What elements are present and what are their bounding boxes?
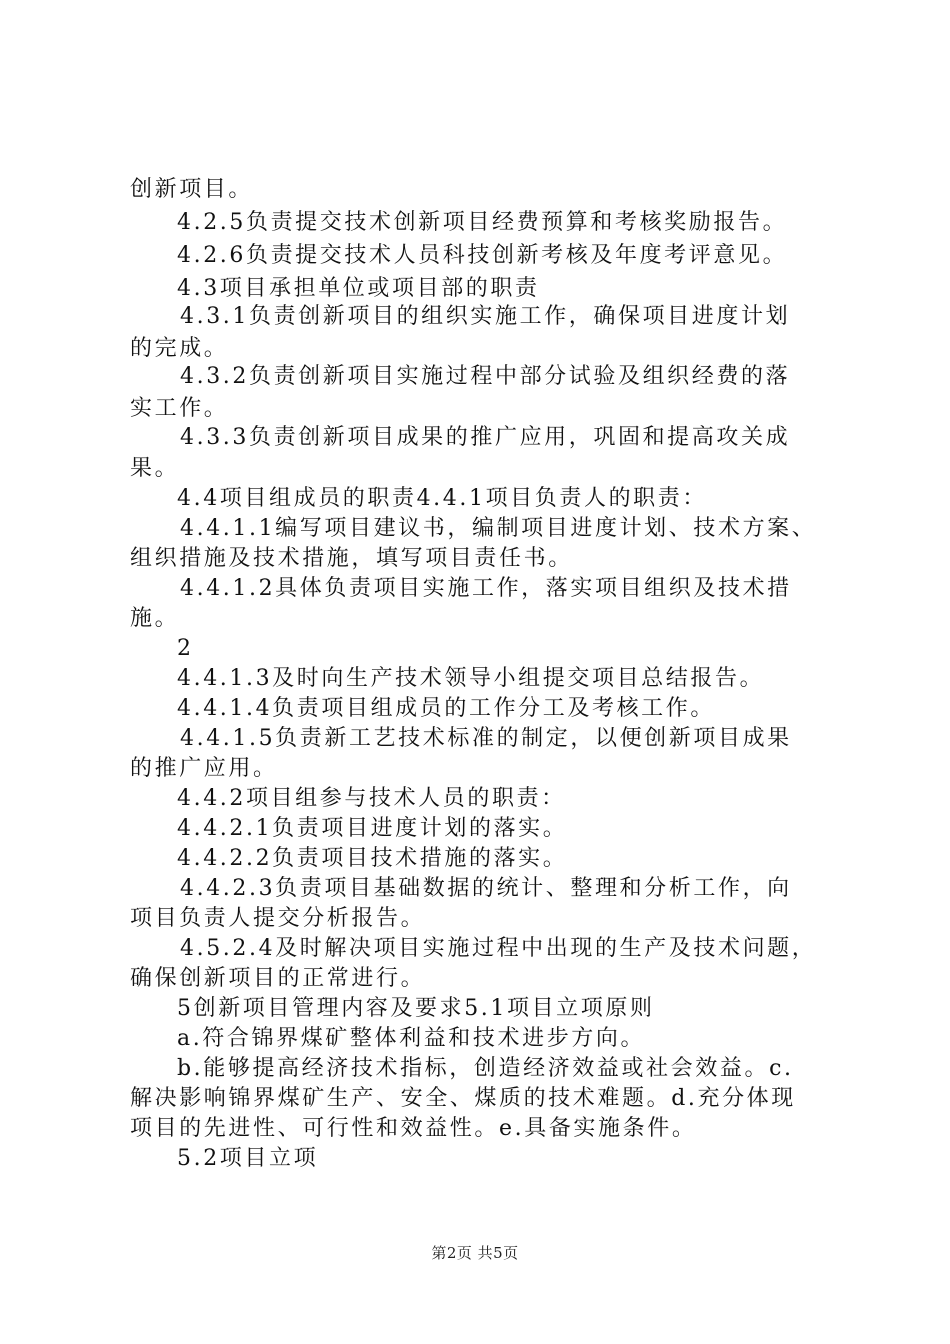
section-heading: 4.4.2项目组参与技术人员的职责： bbox=[177, 786, 566, 811]
section-heading: 5创新项目管理内容及要求5.1项目立项原则 bbox=[177, 996, 655, 1021]
text-line: b.能够提高经济技术指标，创造经济效益或社会效益。c. bbox=[177, 1056, 794, 1081]
text-line: 4.4.1.1编写项目建议书，编制项目进度计划、技术方案、 bbox=[180, 516, 817, 541]
text-line: 项目负责人提交分析报告。 bbox=[130, 906, 426, 931]
section-heading: 4.4项目组成员的职责4.4.1项目负责人的职责： bbox=[177, 486, 707, 511]
text-line: 4.4.2.1负责项目进度计划的落实。 bbox=[177, 816, 568, 841]
text-line: a.符合锦界煤矿整体利益和技术进步方向。 bbox=[177, 1026, 646, 1051]
text-line: 4.4.1.3及时向生产技术领导小组提交项目总结报告。 bbox=[177, 666, 765, 691]
text-line: 4.3.1负责创新项目的组织实施工作，确保项目进度计划 bbox=[180, 304, 791, 329]
text-line: 4.5.2.4及时解决项目实施过程中出现的生产及技术问题， bbox=[180, 936, 817, 961]
inline-page-number: 2 bbox=[177, 636, 194, 661]
page-footer: 第2页 共5页 bbox=[431, 1244, 519, 1262]
text-line: 组织措施及技术措施，填写项目责任书。 bbox=[130, 546, 573, 571]
text-line: 4.4.1.2具体负责项目实施工作，落实项目组织及技术措 bbox=[180, 576, 792, 601]
text-line: 4.4.1.4负责项目组成员的工作分工及考核工作。 bbox=[177, 696, 715, 721]
text-line: 4.3.3负责创新项目成果的推广应用，巩固和提高攻关成 bbox=[180, 425, 791, 450]
text-line: 确保创新项目的正常进行。 bbox=[130, 966, 426, 991]
text-line: 实工作。 bbox=[130, 396, 229, 421]
text-line: 解决影响锦界煤矿生产、安全、煤质的技术难题。d.充分体现 bbox=[130, 1086, 796, 1111]
text-line: 果。 bbox=[130, 456, 180, 481]
text-line: 项目的先进性、可行性和效益性。e.具备实施条件。 bbox=[130, 1116, 697, 1141]
text-line: 的完成。 bbox=[130, 336, 229, 361]
text-line: 4.4.2.2负责项目技术措施的落实。 bbox=[177, 846, 568, 871]
text-line: 施。 bbox=[130, 606, 180, 631]
text-line: 4.2.6负责提交技术人员科技创新考核及年度考评意见。 bbox=[177, 243, 788, 268]
text-line: 4.4.1.5负责新工艺技术标准的制定，以便创新项目成果 bbox=[180, 726, 792, 751]
text-line: 创新项目。 bbox=[130, 177, 254, 202]
section-heading: 4.3项目承担单位或项目部的职责 bbox=[177, 276, 540, 301]
text-line: 4.3.2负责创新项目实施过程中部分试验及组织经费的落 bbox=[180, 364, 791, 389]
section-heading: 5.2项目立项 bbox=[177, 1146, 319, 1171]
text-line: 4.4.2.3负责项目基础数据的统计、整理和分析工作，向 bbox=[180, 876, 792, 901]
text-line: 4.2.5负责提交技术创新项目经费预算和考核奖励报告。 bbox=[177, 210, 788, 235]
text-line: 的推广应用。 bbox=[130, 756, 278, 781]
